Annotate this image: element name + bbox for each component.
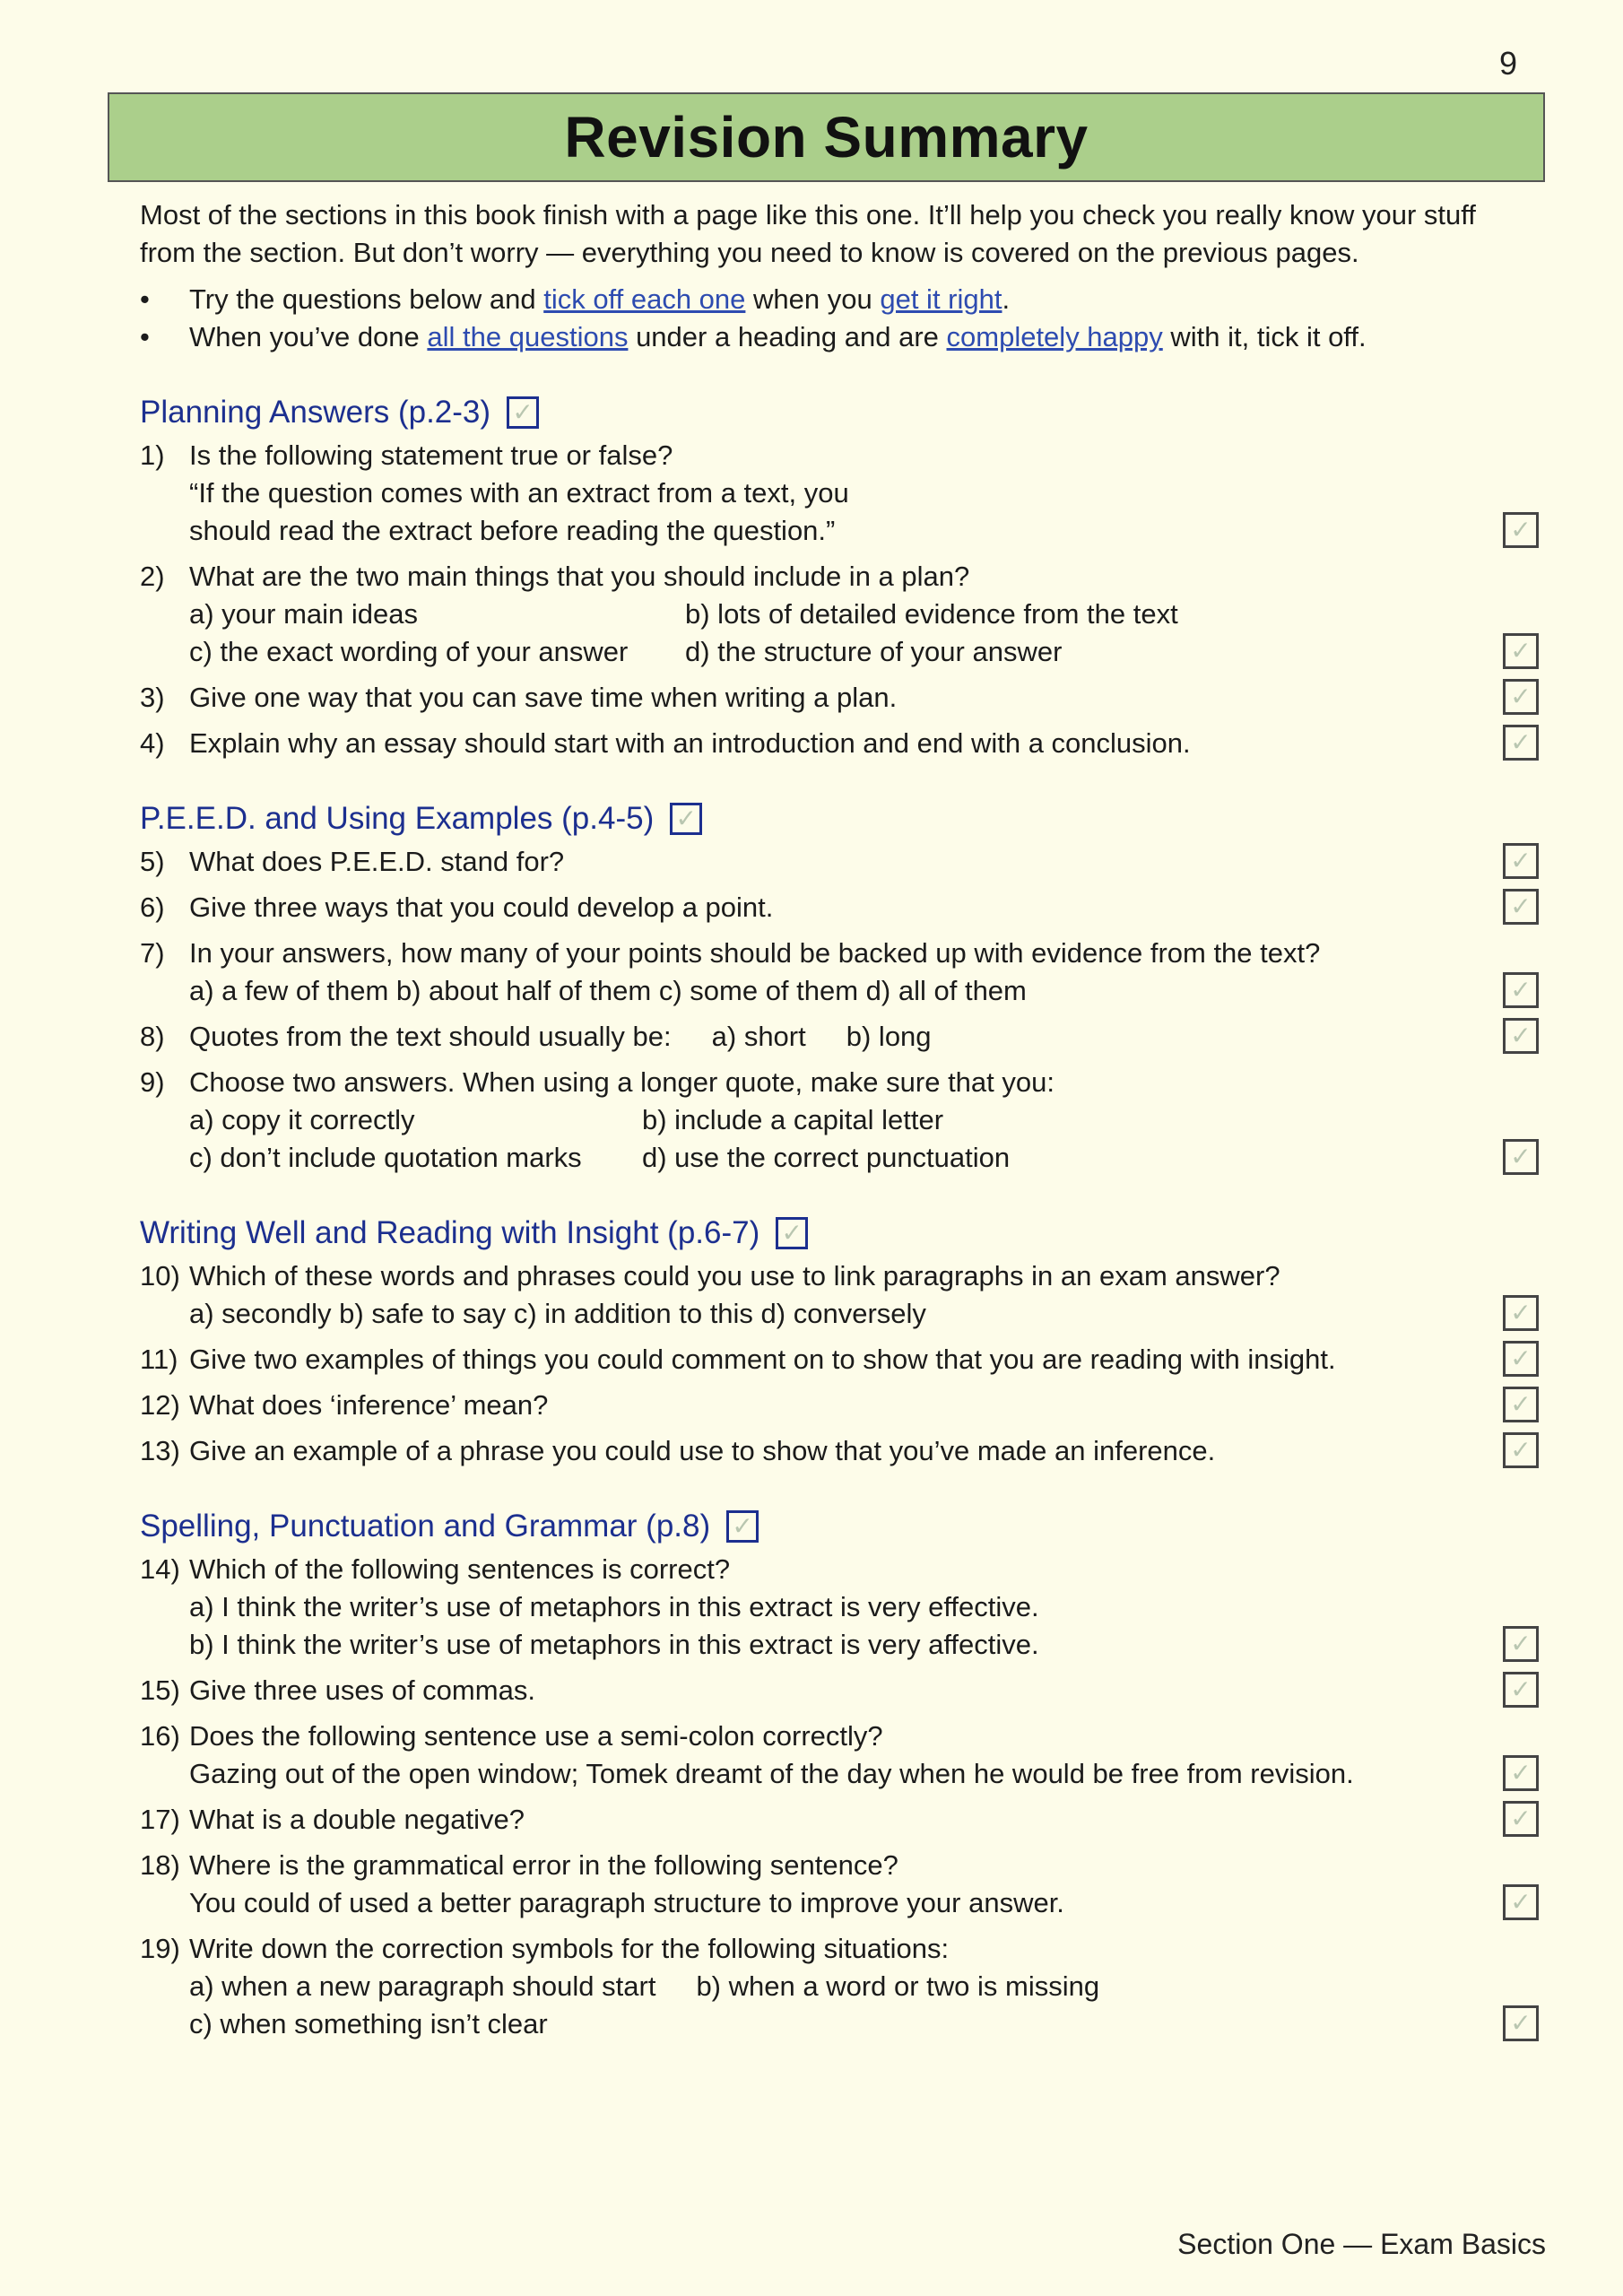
question-11: 11) Give two examples of things you could comment on to show that you are reading with insight. ✓	[140, 1341, 1539, 1378]
section-heading: Planning Answers (p.2-3) ✓	[140, 392, 1539, 433]
check-icon: ✓	[732, 1512, 753, 1540]
question-17: 17) What is a double negative? ✓	[140, 1801, 1539, 1839]
check-icon: ✓	[1510, 976, 1532, 1004]
check-icon: ✓	[1510, 1888, 1532, 1916]
question-4: 4) Explain why an essay should start with an introduction and end with a conclusion. ✓	[140, 725, 1539, 762]
question-checkbox[interactable]	[1503, 889, 1539, 925]
question-checkbox[interactable]	[1503, 1432, 1539, 1468]
question-18: 18) Where is the grammatical error in the following sentence? You could of used a better paragraph structure to improve your answer. ✓	[140, 1847, 1539, 1922]
check-icon: ✓	[1510, 1299, 1532, 1326]
check-icon: ✓	[1510, 728, 1532, 756]
section-checkbox[interactable]	[726, 1510, 759, 1543]
question-checkbox[interactable]	[1503, 1884, 1539, 1920]
section-writing-well	[140, 1213, 1539, 1470]
check-icon: ✓	[1510, 847, 1532, 874]
question-2: 2) What are the two main things that you should include in a plan? a) your main ideas b) lots of detailed evidence from the text c) the exact wording of your answer d) the structure of your answer ✓	[140, 558, 1539, 671]
question-19: 19) Write down the correction symbols for the following situations: a) when a new paragraph should start b) when a word or two is missing c) when something isn’t clear ✓	[140, 1930, 1539, 2043]
question-checkbox[interactable]	[1503, 1139, 1539, 1175]
page-title: Revision Summary	[564, 105, 1089, 170]
question-checkbox[interactable]	[1503, 1295, 1539, 1331]
intro-paragraph: Most of the sections in this book finish with a page like this one. It’ll help you check you really know your stuff from the section. But don’t worry — everything you need to know is covered on the previous pages.	[140, 199, 1476, 268]
question-checkbox[interactable]	[1503, 2005, 1539, 2041]
question-14: 14) Which of the following sentences is correct? a) I think the writer’s use of metaphors in this extract is very effective. b) I think the writer’s use of metaphors in this extract is very affective. ✓	[140, 1551, 1539, 1664]
check-icon: ✓	[1510, 683, 1532, 710]
section-heading: P.E.E.D. and Using Examples (p.4-5) ✓	[140, 798, 1539, 839]
check-icon: ✓	[1510, 516, 1532, 544]
question-12: 12) What does ‘inference’ mean? ✓	[140, 1387, 1539, 1424]
tick-off-link[interactable]: tick off each one	[543, 283, 746, 315]
question-5: 5) What does P.E.E.D. stand for? ✓	[140, 843, 1539, 881]
question-checkbox[interactable]	[1503, 1626, 1539, 1662]
question-16: 16) Does the following sentence use a semi-colon correctly? Gazing out of the open window; Tomek dreamt of the day when he would be free from revision. ✓	[140, 1718, 1539, 1793]
page-number: 9	[1499, 45, 1518, 82]
section-spag	[140, 1506, 1539, 2043]
get-it-right-link[interactable]: get it right	[880, 283, 1002, 315]
question-checkbox[interactable]	[1503, 1672, 1539, 1708]
question-checkbox[interactable]	[1503, 1755, 1539, 1791]
check-icon: ✓	[1510, 1759, 1532, 1787]
footer-section-label: Section One — Exam Basics	[1177, 2228, 1546, 2260]
section-peed	[140, 798, 1539, 1177]
check-icon: ✓	[1510, 1630, 1532, 1657]
question-checkbox[interactable]	[1503, 633, 1539, 669]
section-heading: Writing Well and Reading with Insight (p.6-7) ✓	[140, 1213, 1539, 1254]
completely-happy-link[interactable]: completely happy	[946, 321, 1163, 352]
question-checkbox[interactable]	[1503, 1341, 1539, 1377]
question-6: 6) Give three ways that you could develop a point. ✓	[140, 889, 1539, 926]
question-checkbox[interactable]	[1503, 1801, 1539, 1837]
check-icon: ✓	[1510, 892, 1532, 920]
check-icon: ✓	[1510, 1436, 1532, 1464]
question-checkbox[interactable]	[1503, 972, 1539, 1008]
question-checkbox[interactable]	[1503, 1018, 1539, 1054]
question-checkbox[interactable]	[1503, 725, 1539, 761]
question-15: 15) Give three uses of commas. ✓	[140, 1672, 1539, 1709]
check-icon: ✓	[781, 1219, 803, 1247]
check-icon: ✓	[1510, 1675, 1532, 1703]
check-icon: ✓	[1510, 1344, 1532, 1372]
question-checkbox[interactable]	[1503, 1387, 1539, 1422]
check-icon: ✓	[512, 398, 534, 426]
question-checkbox[interactable]	[1503, 512, 1539, 548]
check-icon: ✓	[1510, 2009, 1532, 2037]
all-questions-link[interactable]: all the questions	[427, 321, 629, 352]
question-8: 8) Quotes from the text should usually be: a) short b) long ✓	[140, 1018, 1539, 1056]
section-checkbox[interactable]	[670, 803, 702, 835]
check-icon: ✓	[1510, 1805, 1532, 1832]
content	[140, 193, 1539, 2051]
check-icon: ✓	[1510, 1143, 1532, 1170]
question-13: 13) Give an example of a phrase you could use to show that you’ve made an inference. ✓	[140, 1432, 1539, 1470]
section-heading: Spelling, Punctuation and Grammar (p.8) ✓	[140, 1506, 1539, 1547]
question-checkbox[interactable]	[1503, 679, 1539, 715]
section-checkbox[interactable]	[507, 396, 539, 429]
section-planning-answers	[140, 392, 1539, 762]
instruction-list	[140, 281, 1539, 356]
question-7: 7) In your answers, how many of your points should be backed up with evidence from the text? a) a few of them b) about half of them c) some of them d) all of them ✓	[140, 935, 1539, 1010]
question-1: 1) Is the following statement true or false? “If the question comes with an extract from a text, you should read the extract before reading the question.” ✓	[140, 437, 1539, 550]
question-9: 9) Choose two answers. When using a longer quote, make sure that you: a) copy it correctly b) include a capital letter c) don’t include quotation marks d) use the correct punctuation ✓	[140, 1064, 1539, 1177]
question-3: 3) Give one way that you can save time when writing a plan. ✓	[140, 679, 1539, 717]
section-checkbox[interactable]	[776, 1217, 808, 1249]
check-icon: ✓	[1510, 1022, 1532, 1049]
title-banner	[108, 92, 1545, 182]
question-10: 10) Which of these words and phrases could you use to link paragraphs in an exam answer? a) secondly b) safe to say c) in addition to this d) conversely ✓	[140, 1257, 1539, 1333]
instruction-item: • When you’ve done all the questions under a heading and are completely happy with it, tick it off.	[140, 318, 1539, 356]
check-icon: ✓	[1510, 1390, 1532, 1418]
check-icon: ✓	[1510, 637, 1532, 665]
question-checkbox[interactable]	[1503, 843, 1539, 879]
check-icon: ✓	[675, 804, 697, 832]
instruction-item: • Try the questions below and tick off each one when you get it right.	[140, 281, 1539, 318]
